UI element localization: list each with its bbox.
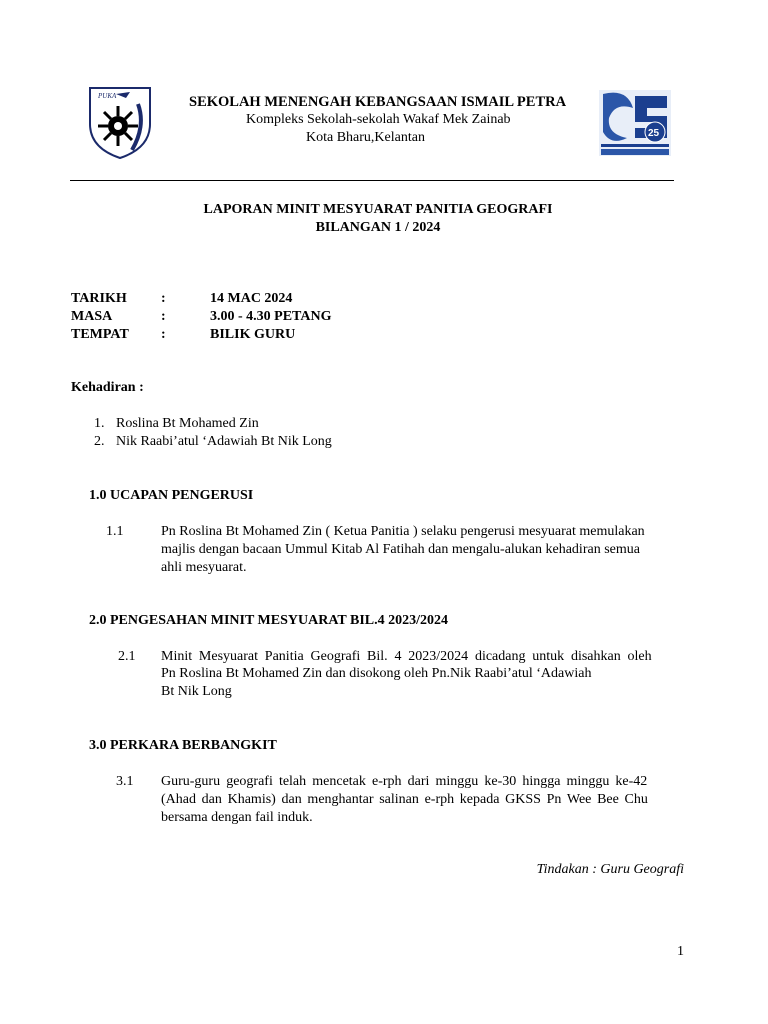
school-crest-logo: [86, 84, 154, 160]
section-heading-1: 1.0 UCAPAN PENGERUSI: [89, 488, 254, 503]
section-item-line: bersama dengan fail induk.: [161, 810, 313, 825]
school-address-line2: Kota Bharu,Kelantan: [306, 130, 425, 145]
section-heading-3: 3.0 PERKARA BERBANGKIT: [89, 738, 277, 753]
section-item-line: Guru-guru geografi telah mencetak e-rph dari minggu ke-30 hingga minggu ke-42: [161, 774, 648, 789]
meta-sep-place: :: [161, 327, 166, 342]
school-name: SEKOLAH MENENGAH KEBANGSAAN ISMAIL PETRA: [189, 94, 567, 110]
meta-label-place: TEMPAT: [71, 327, 129, 342]
meta-label-time: MASA: [71, 309, 113, 324]
report-title: LAPORAN MINIT MESYUARAT PANITIA GEOGRAFI: [203, 202, 553, 217]
section-item-line: majlis dengan bacaan Ummul Kitab Al Fatihah dan mengalu-alukan kehadiran semua: [161, 542, 640, 557]
attendance-name-1: Roslina Bt Mohamed Zin: [116, 416, 259, 431]
attendance-name-2: Nik Raabi’atul ‘Adawiah Bt Nik Long: [116, 434, 332, 449]
meta-label-date: TARIKH: [71, 291, 127, 306]
attendance-heading: Kehadiran :: [71, 380, 144, 395]
svg-text:25: 25: [648, 128, 660, 139]
section-item-num-2-1: 2.1: [118, 649, 136, 664]
program-logo: [597, 88, 673, 158]
section-item-line: Pn Roslina Bt Mohamed Zin dan disokong oleh Pn.Nik Raabi’atul ‘Adawiah: [161, 666, 592, 681]
meta-value-date: 14 MAC 2024: [210, 291, 293, 306]
section-item-num-3-1: 3.1: [116, 774, 134, 789]
attendance-num-1: 1.: [94, 416, 105, 431]
section-heading-2: 2.0 PENGESAHAN MINIT MESYUARAT BIL.4 2023/2024: [89, 613, 448, 628]
report-number: BILANGAN 1 / 2024: [315, 220, 441, 235]
section-item-line: ahli mesyuarat.: [161, 560, 247, 575]
meta-sep-time: :: [161, 309, 166, 324]
section-item-line: (Ahad dan Khamis) dan menghantar salinan e-rph kepada GKSS Pn Wee Bee Chu: [161, 792, 648, 807]
page-number: 1: [677, 944, 684, 959]
svg-text:PUKA: PUKA: [98, 92, 117, 100]
section-item-line: Minit Mesyuarat Panitia Geografi Bil. 4 2023/2024 dicadang untuk disahkan oleh: [161, 649, 652, 664]
section-item-line: Bt Nik Long: [161, 684, 232, 699]
header-divider: [70, 180, 674, 181]
section-item-num-1-1: 1.1: [106, 524, 124, 539]
meta-sep-date: :: [161, 291, 166, 306]
action-note: Tindakan : Guru Geografi: [536, 862, 684, 877]
meta-value-time: 3.00 - 4.30 PETANG: [210, 309, 332, 324]
attendance-num-2: 2.: [94, 434, 105, 449]
meta-value-place: BILIK GURU: [210, 327, 296, 342]
section-item-line: Pn Roslina Bt Mohamed Zin ( Ketua Panitia ) selaku pengerusi mesyuarat memulakan: [161, 524, 645, 539]
school-address-line1: Kompleks Sekolah-sekolah Wakaf Mek Zainab: [246, 112, 511, 127]
